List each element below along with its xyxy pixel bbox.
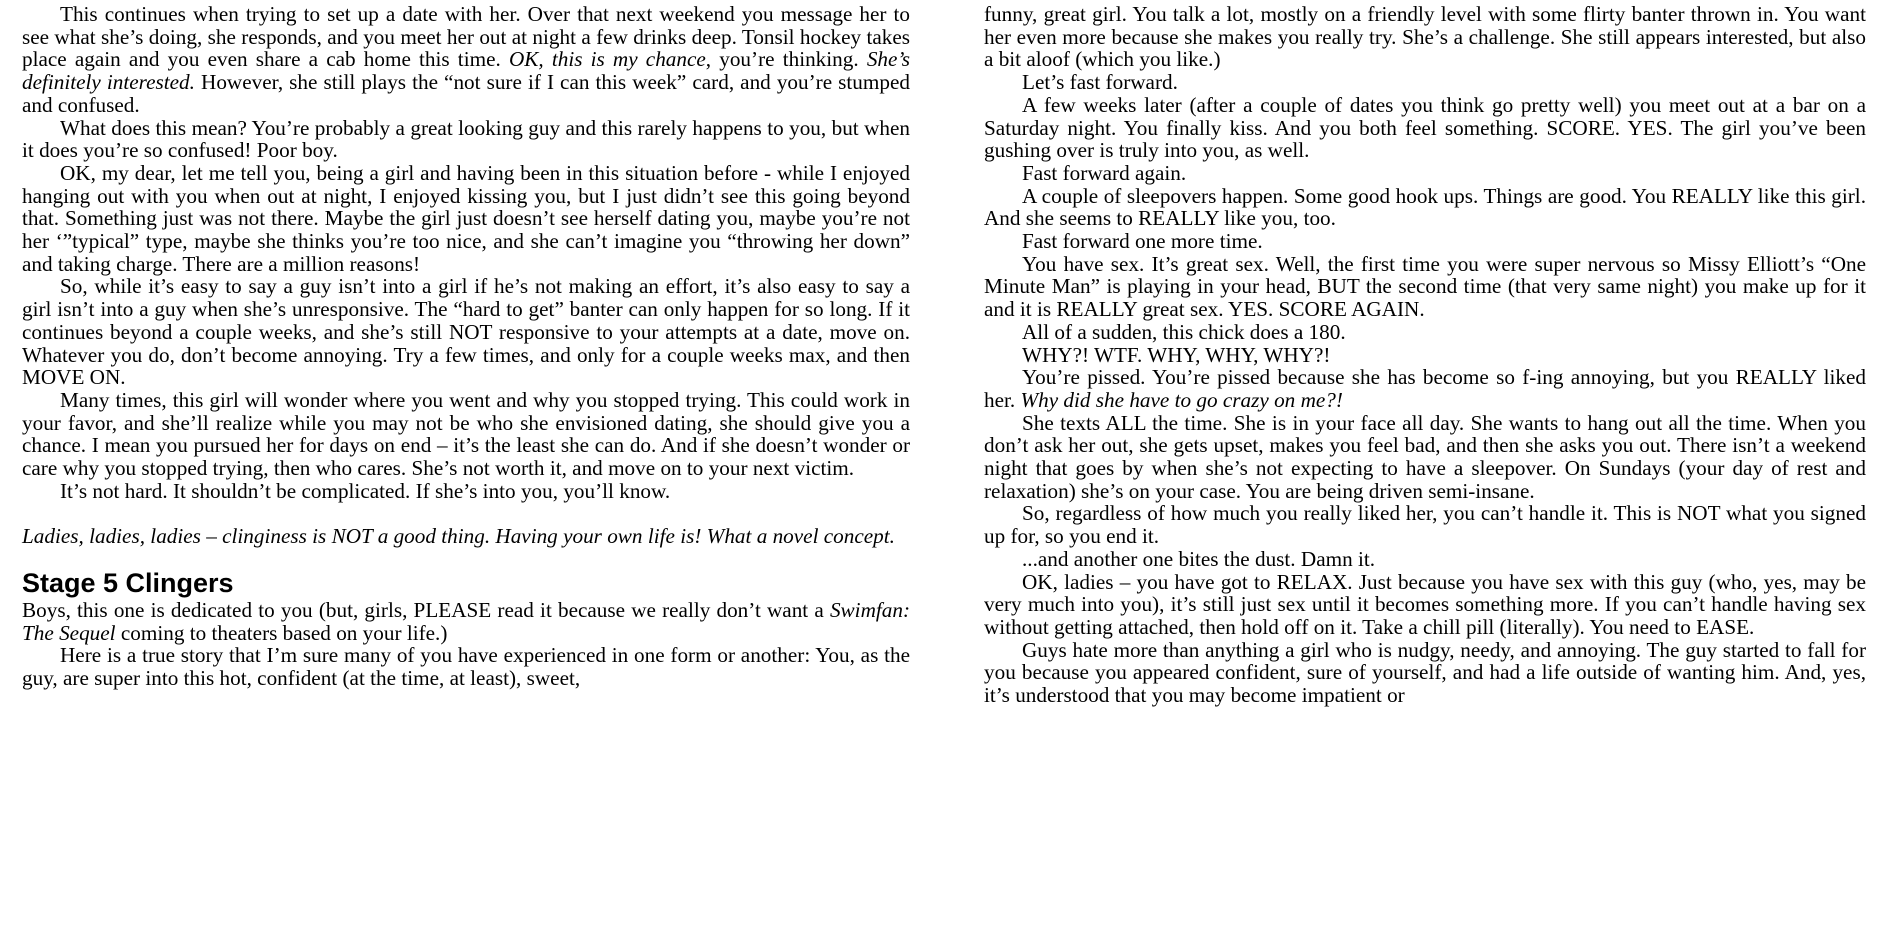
italic-callout: Ladies, ladies, ladies – clinginess is NOT a good thing. Having your own life is! What a novel concept.: [22, 524, 895, 549]
paragraph: A couple of sleepovers happen. Some good hook ups. Things are good. You REALLY like this girl. And she seems to REALLY like you, too.: [984, 183, 1866, 231]
section-heading: Stage 5 Clingers: [22, 567, 234, 598]
paragraph: funny, great girl. You talk a lot, mostly on a friendly level with some flirty banter thrown in. You want her even more because she makes you really try. She’s a challenge. She still appears interested, but also a bit aloof (which you like.): [984, 2, 1866, 72]
paragraph: What does this mean? You’re probably a great looking guy and this rarely happens to you, but when it does you’re so confused! Poor boy.: [22, 115, 910, 163]
paragraph: OK, my dear, let me tell you, being a girl and having been in this situation before - while I enjoyed hanging out with you when out at night, I enjoyed kissing you, but I just didn’t see this going beyond that. Something just was not there. Maybe the girl just doesn’t see herself dating you, maybe you’re not her ‘”typical” type, maybe she thinks you’re too nice, and she can’t imagine you “throwing her down” and taking charge. There are a million reasons!: [22, 160, 910, 276]
paragraph: Many times, this girl will wonder where you went and why you stopped trying. This could work in your favor, and she’ll realize while you may not be who she envisioned dating, she should give you a chance. I mean you pursued her for days on end – it’s the least she can do. And if she doesn’t wonder or care why you stopped trying, then who cares. She’s not worth it, and move on to your next victim.: [22, 387, 910, 481]
paragraph: A few weeks later (after a couple of dates you think go pretty well) you meet out at a bar on a Saturday night. You finally kiss. And you both feel something. SCORE. YES. The girl you’ve been gushing over is truly into you, as well.: [984, 92, 1866, 163]
paragraph: Here is a true story that I’m sure many of you have experienced in one form or another: You, as the guy, are super into this hot, confident (at the time, at least), sweet,: [22, 643, 910, 690]
paragraph: You’re pissed. You’re pissed because she has become so f-ing annoying, but you REALLY liked her. Why did she have to go crazy on me?!: [984, 365, 1866, 412]
left-text-column: [22, 3, 910, 690]
paragraph: WHY?! WTF. WHY, WHY, WHY?!: [1022, 342, 1331, 367]
paragraph: So, regardless of how much you really liked her, you can’t handle it. This is NOT what you signed up for, so you end it.: [984, 501, 1866, 549]
paragraph: OK, ladies – you have got to RELAX. Just because you have sex with this guy (who, yes, may be very much into you), it’s still just sex until it becomes something more. If you can’t handle having sex without getting attached, then hold off on it. Take a chill pill (literally). You need to EASE.: [984, 569, 1866, 639]
paragraph: Fast forward again.: [1022, 160, 1187, 185]
paragraph: Boys, this one is dedicated to you (but, girls, PLEASE read it because we really don’t want a Swimfan: The Sequel coming to theaters based on your life.): [22, 597, 910, 645]
paragraph: Guys hate more than anything a girl who is nudgy, needy, and annoying. The guy started to fall for you because you appeared confident, sure of yourself, and had a life outside of wanting him. And, yes, it’s understood that you may become impatient or: [984, 637, 1866, 708]
paragraph: She texts ALL the time. She is in your face all day. She wants to hang out all the time. When you don’t ask her out, she gets upset, makes you feel bad, and then she asks you out. There isn’t a weekend night that goes by when she’s not expecting to have a sleepover. On Sundays (your day of rest and relaxation) she’s on your case. You are being driven semi-insane.: [984, 410, 1866, 503]
paragraph: You have sex. It’s great sex. Well, the first time you were super nervous so Missy Elliott’s “One Minute Man” is playing in your head, BUT the second time (that very same night) you make up for it and it is REALLY great sex. YES. SCORE AGAIN.: [984, 251, 1866, 322]
paragraph: So, while it’s easy to say a guy isn’t into a girl if he’s not making an effort, it’s also easy to say a girl isn’t into a guy when she’s unresponsive. The “hard to get” banter can only happen for so long. If it continues beyond a couple weeks, and she’s still NOT responsive to your attempts at a date, move on. Whatever you do, don’t become annoying. Try a few times, and only for a couple weeks max, and then MOVE ON.: [22, 274, 910, 390]
paragraph: ...and another one bites the dust. Damn it.: [1022, 546, 1376, 571]
right-text-column: [984, 3, 1866, 707]
paragraph: It’s not hard. It shouldn’t be complicated. If she’s into you, you’ll know.: [60, 478, 671, 503]
paragraph: This continues when trying to set up a date with her. Over that next weekend you message her to see what she’s doing, she responds, and you meet her out at night a few drinks deep. Tonsil hockey takes place again and you even share a cab home this time. OK, this is my chance, you’re thinking. She’s definitely interested. However, she still plays the “not sure if I can this week” card, and you’re stumped and confused.: [22, 2, 910, 117]
paragraph: All of a sudden, this chick does a 180.: [1022, 319, 1346, 344]
paragraph: Let’s fast forward.: [1022, 70, 1178, 95]
paragraph: Fast forward one more time.: [1022, 229, 1263, 254]
